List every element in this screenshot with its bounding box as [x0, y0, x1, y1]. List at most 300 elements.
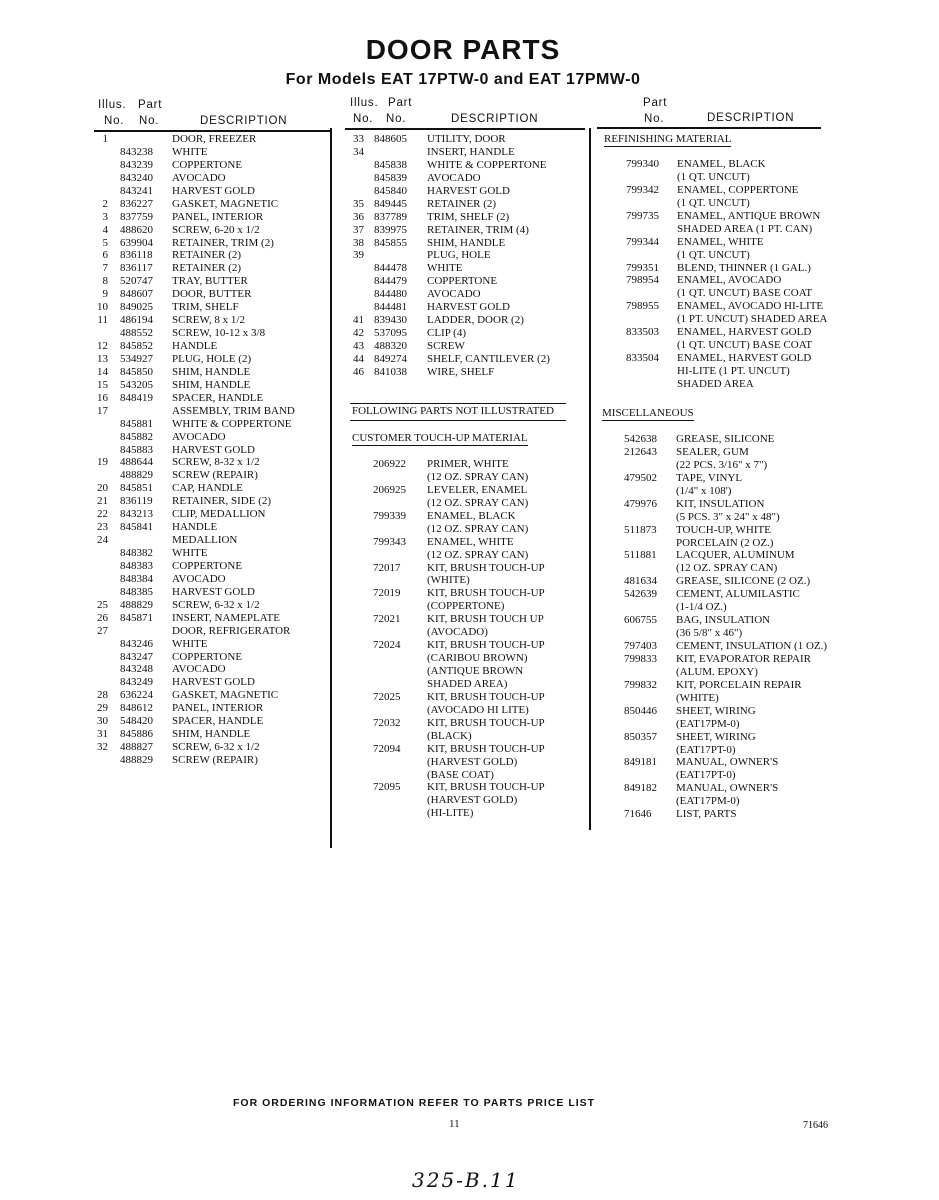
header-rule	[597, 127, 821, 129]
illus-number: 44	[353, 352, 364, 365]
description: SHEET, WIRING	[676, 704, 756, 717]
list-item	[600, 795, 840, 808]
description: SCREW, 8 x 1/2	[172, 314, 245, 327]
description: KIT, PORCELAIN REPAIR	[676, 678, 802, 691]
description: AVOCADO	[427, 288, 481, 301]
list-item	[96, 366, 328, 379]
part-number: 849182	[624, 782, 657, 795]
refinishing-list	[600, 158, 840, 391]
header-part-no: No.	[644, 113, 665, 125]
illus-number: 35	[353, 197, 364, 210]
list-item	[350, 211, 586, 224]
description: (HARVEST GOLD)	[427, 755, 518, 768]
list-item	[600, 653, 840, 666]
illus-number: 31	[97, 728, 108, 741]
illus-number: 29	[97, 702, 108, 715]
list-item	[600, 433, 840, 446]
list-item	[96, 444, 328, 457]
description: MANUAL, OWNER'S	[676, 756, 779, 769]
description: DOOR, REFRIGERATOR	[172, 624, 291, 637]
list-item	[350, 781, 586, 794]
description: MEDALLION	[172, 534, 238, 547]
part-number: 848382	[120, 547, 153, 559]
refinishing-heading: REFINISHING MATERIAL	[604, 133, 732, 145]
ordering-note: FOR ORDERING INFORMATION REFER TO PARTS PRICE LIST	[233, 1097, 596, 1109]
page-subtitle: For Models EAT 17PTW-0 and EAT 17PMW-0	[285, 71, 641, 88]
illus-number: 26	[97, 611, 108, 624]
list-item	[600, 731, 840, 744]
list-item	[96, 521, 328, 534]
illus-number: 46	[353, 365, 364, 378]
description: COPPERTONE	[172, 650, 243, 663]
part-number: 849025	[120, 301, 153, 314]
part-number: 488620	[120, 223, 153, 236]
part-number: 844480	[374, 288, 407, 301]
description: HI-LITE (1 PT. UNCUT)	[677, 365, 790, 377]
description: TRAY, BUTTER	[172, 275, 248, 288]
description: RETAINER, TRIM (2)	[172, 236, 274, 249]
list-item	[600, 627, 840, 640]
description: GASKET, MAGNETIC	[172, 197, 279, 210]
illus-number: 10	[97, 301, 108, 314]
description: (1/4" x 108')	[676, 484, 732, 497]
part-number: 833504	[626, 352, 659, 365]
part-number: 520747	[120, 275, 153, 288]
list-item	[96, 211, 328, 224]
part-number: 849445	[374, 197, 407, 210]
part-number: 799343	[373, 535, 406, 548]
description: AVOCADO	[427, 171, 481, 184]
list-item	[350, 769, 586, 782]
description: (BLACK)	[427, 729, 472, 742]
illus-number: 30	[97, 715, 108, 728]
part-number: 836119	[120, 495, 153, 508]
list-item	[350, 159, 586, 172]
list-item	[350, 743, 586, 756]
part-number: 488827	[120, 741, 153, 754]
list-item	[350, 691, 586, 704]
list-item	[600, 446, 840, 459]
part-number: 212643	[624, 445, 657, 458]
part-number: 845871	[120, 611, 153, 624]
description: (1 QT. UNCUT)	[677, 248, 750, 261]
list-item	[350, 678, 586, 691]
part-number: 72032	[373, 716, 401, 729]
list-item	[350, 275, 586, 288]
list-item	[96, 288, 328, 301]
part-number: 850357	[624, 730, 657, 743]
list-item	[600, 549, 840, 562]
part-number: 479502	[624, 471, 657, 484]
list-item	[350, 549, 586, 562]
illus-number: 4	[102, 223, 108, 236]
list-item	[350, 146, 586, 159]
description: WHITE	[172, 547, 208, 559]
part-number: 843240	[120, 171, 153, 184]
list-item	[600, 640, 840, 653]
description: SHIM, HANDLE	[172, 378, 251, 391]
description: HARVEST GOLD	[427, 184, 510, 197]
part-number: 72017	[373, 561, 401, 574]
list-item	[600, 601, 840, 614]
description: KIT, BRUSH TOUCH UP	[427, 613, 544, 626]
illus-number: 3	[102, 210, 108, 223]
list-item	[96, 198, 328, 211]
description: HANDLE	[172, 521, 218, 534]
list-item	[600, 249, 840, 262]
description: CLIP, MEDALLION	[172, 508, 266, 521]
list-item	[96, 741, 328, 754]
part-number: 839975	[374, 223, 407, 236]
description: MANUAL, OWNER'S	[676, 782, 779, 795]
illus-number: 6	[102, 249, 108, 262]
list-item	[96, 159, 328, 172]
list-item	[96, 573, 328, 586]
list-item	[96, 314, 328, 327]
illus-number: 39	[353, 249, 364, 262]
illus-number: 34	[353, 145, 364, 158]
illus-number: 32	[97, 741, 108, 754]
part-number: 488552	[120, 327, 153, 340]
part-number: 537095	[374, 327, 407, 340]
part-number: 845886	[120, 728, 153, 741]
description: GASKET, MAGNETIC	[172, 689, 279, 702]
list-item	[350, 665, 586, 678]
description: (COPPERTONE)	[427, 600, 505, 613]
list-item	[350, 458, 586, 471]
list-item	[96, 663, 328, 676]
header-description: DESCRIPTION	[200, 115, 288, 127]
document-code: 71646	[803, 1120, 828, 1131]
description: SHIM, HANDLE	[172, 728, 251, 741]
part-number: 798954	[626, 274, 659, 287]
list-item	[96, 586, 328, 599]
description: SPACER, HANDLE	[172, 715, 264, 728]
list-item	[350, 288, 586, 301]
part-number: 845841	[120, 521, 153, 534]
description: KIT, INSULATION	[676, 497, 765, 510]
list-item	[600, 197, 840, 210]
list-item	[96, 262, 328, 275]
list-item	[96, 172, 328, 185]
description: KIT, BRUSH TOUCH-UP	[427, 716, 545, 729]
description: PORCELAIN (2 OZ.)	[676, 536, 774, 549]
part-number: 799342	[626, 183, 659, 196]
list-item	[600, 287, 840, 300]
part-number: 833503	[626, 326, 659, 339]
illus-number: 22	[97, 508, 108, 521]
description: CAP, HANDLE	[172, 482, 243, 495]
illus-number: 36	[353, 210, 364, 223]
illus-number: 43	[353, 340, 364, 352]
list-item	[600, 171, 840, 184]
list-item	[600, 588, 840, 601]
description: UTILITY, DOOR	[427, 133, 506, 145]
part-number: 843247	[120, 650, 153, 663]
list-item	[350, 730, 586, 743]
part-number: 845839	[374, 171, 407, 184]
list-item	[600, 718, 840, 731]
description: (EAT17PT-0)	[676, 743, 736, 756]
list-item	[600, 236, 840, 249]
part-number: 843239	[120, 158, 153, 171]
part-number: 850446	[624, 704, 657, 717]
list-item	[600, 352, 840, 365]
part-number: 848605	[374, 133, 407, 145]
description: PLUG, HOLE	[427, 249, 491, 262]
list-item	[350, 237, 586, 250]
illus-number: 5	[102, 236, 108, 249]
list-item	[600, 575, 840, 588]
list-item	[96, 353, 328, 366]
list-item	[96, 495, 328, 508]
list-item	[350, 794, 586, 807]
list-item	[600, 262, 840, 275]
description: HARVEST GOLD	[172, 676, 255, 689]
part-number: 844481	[374, 301, 407, 314]
part-number: 72094	[373, 742, 401, 755]
description: LADDER, DOOR (2)	[427, 314, 524, 327]
description: PANEL, INTERIOR	[172, 210, 264, 223]
list-item	[96, 418, 328, 431]
part-number: 845883	[120, 443, 153, 456]
list-item	[96, 340, 328, 353]
misc-list	[600, 433, 840, 821]
description: COPPERTONE	[172, 559, 243, 572]
list-item	[600, 326, 840, 339]
description: GREASE, SILICONE (2 OZ.)	[676, 575, 811, 588]
header-illus-no: No.	[353, 113, 374, 125]
list-item	[350, 366, 586, 379]
part-number: 206922	[373, 458, 406, 470]
description: (1 QT. UNCUT)	[677, 196, 750, 209]
description: TRIM, SHELF	[172, 301, 239, 314]
description: WHITE & COPPERTONE	[427, 158, 547, 171]
description: SHADED AREA)	[427, 677, 508, 690]
part-number: 72019	[373, 587, 401, 600]
list-item	[350, 353, 586, 366]
part-number: 479976	[624, 497, 657, 510]
description: SHELF, CANTILEVER (2)	[427, 352, 550, 365]
parts-list-col2	[350, 133, 586, 379]
description: (1 QT. UNCUT)	[677, 170, 750, 183]
touchup-list	[350, 458, 586, 820]
illus-number: 23	[97, 521, 108, 534]
list-item	[600, 744, 840, 757]
list-item	[96, 715, 328, 728]
part-number: 843238	[120, 145, 153, 158]
description: (WHITE)	[676, 691, 719, 704]
part-number: 849181	[624, 756, 657, 769]
description: HARVEST GOLD	[427, 301, 510, 314]
description: RETAINER (2)	[172, 249, 242, 262]
description: KIT, BRUSH TOUCH-UP	[427, 587, 545, 600]
header-description: DESCRIPTION	[451, 113, 539, 125]
list-item	[600, 524, 840, 537]
part-number: 534927	[120, 352, 153, 365]
page-title: DOOR PARTS	[365, 34, 561, 65]
part-number: 511881	[624, 549, 657, 562]
list-item	[600, 300, 840, 313]
list-item	[96, 237, 328, 250]
illus-number: 21	[97, 495, 108, 508]
illus-number: 14	[97, 365, 108, 378]
part-number: 845840	[374, 184, 407, 197]
list-item	[350, 600, 586, 613]
part-number: 843248	[120, 663, 153, 676]
part-number: 837789	[374, 210, 407, 223]
header-part: Part	[138, 99, 163, 111]
header-part-no: No.	[386, 113, 407, 125]
list-item	[96, 224, 328, 237]
list-item	[600, 692, 840, 705]
list-item	[600, 158, 840, 171]
part-number: 844479	[374, 275, 407, 288]
description: KIT, BRUSH TOUCH-UP	[427, 639, 545, 652]
description: (WHITE)	[427, 574, 470, 587]
description: SEALER, GUM	[676, 445, 749, 458]
part-number: 481634	[624, 575, 657, 588]
list-item	[96, 651, 328, 664]
part-number: 848384	[120, 572, 153, 585]
description: ENAMEL, BLACK	[677, 158, 766, 170]
list-item	[350, 562, 586, 575]
description: COPPERTONE	[427, 275, 498, 288]
section-rule	[350, 403, 566, 404]
description: ENAMEL, ANTIQUE BROWN	[677, 209, 821, 222]
part-number: 848383	[120, 559, 153, 572]
list-item	[350, 484, 586, 497]
description: RETAINER (2)	[427, 197, 497, 210]
list-item	[96, 625, 328, 638]
illus-number: 7	[102, 262, 108, 275]
list-item	[350, 172, 586, 185]
part-number: 72025	[373, 690, 401, 703]
description: RETAINER, SIDE (2)	[172, 495, 272, 508]
part-number: 849274	[374, 352, 407, 365]
description: PRIMER, WHITE	[427, 458, 509, 470]
description: SHADED AREA	[677, 377, 754, 390]
part-number: 848419	[120, 391, 153, 404]
list-item	[96, 599, 328, 612]
description: (ALUM. EPOXY)	[676, 665, 758, 678]
list-item	[600, 679, 840, 692]
illus-number: 9	[102, 288, 108, 301]
list-item	[350, 652, 586, 665]
misc-heading: MISCELLANEOUS	[602, 407, 694, 419]
list-item	[350, 301, 586, 314]
description: TOUCH-UP, WHITE	[676, 523, 771, 536]
illus-number: 27	[97, 624, 108, 637]
list-item	[350, 262, 586, 275]
part-number: 836227	[120, 197, 153, 210]
illus-number: 12	[97, 340, 108, 352]
part-number: 799351	[626, 261, 659, 274]
part-number: 843241	[120, 184, 153, 197]
list-item	[96, 146, 328, 159]
part-number: 843213	[120, 508, 153, 521]
list-item	[350, 626, 586, 639]
list-item	[350, 536, 586, 549]
list-item	[350, 340, 586, 353]
part-number: 606755	[624, 614, 657, 627]
part-number: 72024	[373, 639, 401, 652]
list-item	[96, 482, 328, 495]
not-illustrated-heading: FOLLOWING PARTS NOT ILLUSTRATED	[352, 405, 554, 417]
part-number: 845852	[120, 340, 153, 352]
description: CEMENT, ALUMILASTIC	[676, 588, 800, 601]
part-number: 837759	[120, 210, 153, 223]
part-number: 836117	[120, 262, 153, 275]
part-number: 797403	[624, 640, 657, 652]
header-part: Part	[388, 97, 413, 109]
illus-number: 42	[353, 327, 364, 340]
list-item	[600, 705, 840, 718]
description: (1 PT. UNCUT) SHADED AREA	[677, 313, 828, 326]
column-divider	[589, 128, 591, 830]
description: LACQUER, ALUMINUM	[676, 549, 795, 562]
part-number: 543205	[120, 378, 153, 391]
description: RETAINER (2)	[172, 262, 242, 275]
illus-number: 13	[97, 352, 108, 365]
illus-number: 37	[353, 223, 364, 236]
list-item	[96, 275, 328, 288]
list-item	[350, 574, 586, 587]
section-rule	[350, 420, 566, 421]
list-item	[600, 614, 840, 627]
illus-number: 33	[353, 133, 364, 145]
list-item	[350, 314, 586, 327]
part-number: 836118	[120, 249, 153, 262]
description: AVOCADO	[172, 572, 226, 585]
list-item	[96, 431, 328, 444]
list-item	[600, 223, 840, 236]
description: (1 QT. UNCUT) BASE COAT	[677, 339, 813, 352]
description: PANEL, INTERIOR	[172, 702, 264, 715]
column-divider	[330, 128, 332, 848]
list-item	[600, 339, 840, 352]
list-item	[600, 378, 840, 391]
illus-number: 1	[102, 133, 108, 145]
list-item	[96, 754, 328, 767]
list-item	[600, 459, 840, 472]
description: ENAMEL, AVOCADO	[677, 274, 782, 287]
part-number: 71646	[624, 808, 652, 821]
description: INSERT, NAMEPLATE	[172, 611, 280, 624]
description: ENAMEL, HARVEST GOLD	[677, 352, 812, 365]
list-item	[600, 472, 840, 485]
description: (12 OZ. SPRAY CAN)	[427, 548, 529, 561]
list-item	[96, 456, 328, 469]
header-description: DESCRIPTION	[707, 112, 795, 124]
description: SCREW, 6-32 x 1/2	[172, 741, 260, 754]
part-number: 799832	[624, 678, 657, 691]
description: SCREW, 8-32 x 1/2	[172, 456, 260, 469]
part-number: 848385	[120, 585, 153, 598]
part-number: 843246	[120, 637, 153, 650]
part-number: 488829	[120, 598, 153, 611]
part-number: 72095	[373, 781, 401, 794]
part-number: 542638	[624, 433, 657, 445]
part-number: 848612	[120, 702, 153, 715]
description: (36 5/8" x 46")	[676, 627, 743, 640]
description: (AVOCADO HI LITE)	[427, 703, 529, 716]
description: CLIP (4)	[427, 327, 467, 340]
list-item	[350, 587, 586, 600]
illus-number: 16	[97, 391, 108, 404]
description: CEMENT, INSULATION (1 OZ.)	[676, 640, 828, 652]
illus-number: 25	[97, 598, 108, 611]
